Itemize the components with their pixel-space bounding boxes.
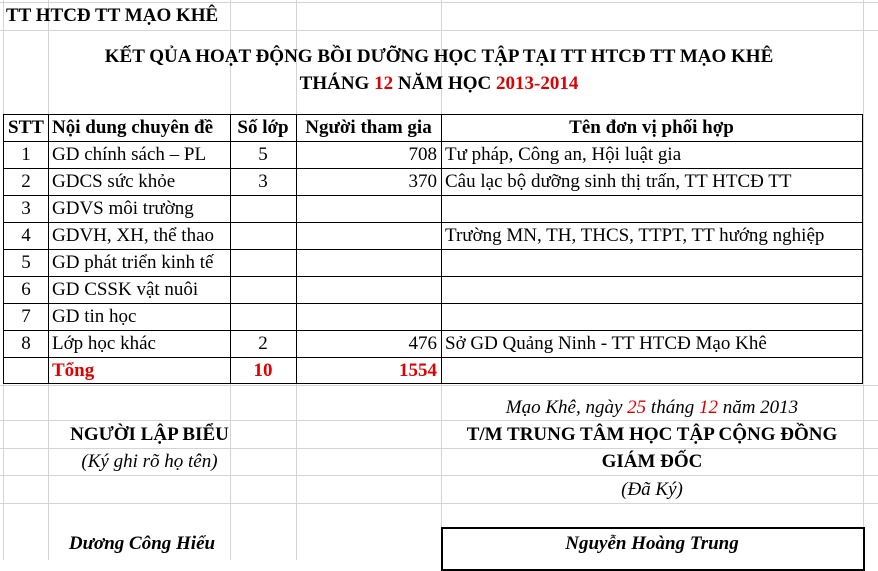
date-month: 12 <box>698 397 718 418</box>
row-content: GDVS môi trường <box>52 198 194 219</box>
date-month-word: tháng <box>650 397 695 418</box>
row-classes: 3 <box>258 171 268 192</box>
row-stt: 4 <box>21 225 31 246</box>
org-name: TT HTCĐ TT MẠO KHÊ <box>6 5 219 26</box>
row-stt: 1 <box>21 144 31 165</box>
date-place: Mạo Khê, ngày <box>505 397 623 418</box>
report-title: KẾT QỦA HOẠT ĐỘNG BỒI DƯỠNG HỌC TẬP TẠI TT HTCĐ TT MẠO KHÊ <box>104 46 774 67</box>
row-content: GDVH, XH, thể thao <box>52 225 215 246</box>
col-header-classes: Số lớp <box>237 117 289 138</box>
row-participants: 370 <box>408 171 437 192</box>
preparer-name: Dương Công Hiểu <box>68 533 216 554</box>
preparer-note: (Ký ghi rõ họ tên) <box>81 451 218 472</box>
grid-row-line <box>0 30 878 31</box>
subtitle-year: 2013-2014 <box>496 73 579 94</box>
col-header-participants: Người tham gia <box>305 117 432 138</box>
signed-note: (Đã Ký) <box>621 479 683 500</box>
date-line <box>441 394 863 421</box>
col-header-stt: STT <box>8 117 44 138</box>
row-partners: Trường MN, TH, THCS, TTPT, TT hướng nghiệp <box>445 225 825 246</box>
report-subtitle <box>0 70 878 97</box>
subtitle-month: 12 <box>374 73 394 94</box>
preparer-title: NGƯỜI LẬP BIỂU <box>70 424 229 445</box>
row-participants: 476 <box>408 333 437 354</box>
row-content: GD tin học <box>52 306 137 327</box>
row-stt: 3 <box>21 198 31 219</box>
col-header-partners: Tên đơn vị phối hợp <box>569 117 734 138</box>
col-header-content: Nội dung chuyên đề <box>52 117 214 138</box>
table-border <box>862 114 863 384</box>
date-year: năm 2013 <box>722 397 799 418</box>
row-content: GD phát triển kinh tế <box>52 252 214 273</box>
total-label: Tổng <box>52 360 95 381</box>
row-stt: 2 <box>21 171 31 192</box>
total-classes: 10 <box>253 360 273 381</box>
row-classes: 2 <box>258 333 268 354</box>
grid-row-line <box>0 503 878 504</box>
row-stt: 8 <box>21 333 31 354</box>
grid-row-line <box>0 385 878 386</box>
subtitle-month-label: THÁNG <box>299 73 370 94</box>
row-participants: 708 <box>408 144 437 165</box>
director-name: Nguyễn Hoàng Trung <box>565 533 739 554</box>
row-stt: 7 <box>21 306 31 327</box>
row-partners: Câu lạc bộ dưỡng sinh thị trấn, TT HTCĐ TT <box>445 171 792 192</box>
row-content: GDCS sức khỏe <box>52 171 176 192</box>
row-stt: 6 <box>21 279 31 300</box>
row-content: GD CSSK vật nuôi <box>52 279 199 300</box>
date-day: 25 <box>627 397 647 418</box>
subtitle-year-label: NĂM HỌC <box>397 73 492 94</box>
row-content: GD chính sách – PL <box>52 144 207 165</box>
row-classes: 5 <box>258 144 268 165</box>
total-participants: 1554 <box>399 360 437 381</box>
row-content: Lớp học khác <box>52 333 156 354</box>
row-partners: Tư pháp, Công an, Hội luật gia <box>445 144 682 165</box>
center-title: T/M TRUNG TÂM HỌC TẬP CỘNG ĐỒNG <box>466 424 838 445</box>
row-stt: 5 <box>21 252 31 273</box>
table-border <box>441 114 442 384</box>
row-partners: Sở GD Quảng Ninh - TT HTCĐ Mạo Khê <box>445 333 767 354</box>
director-title: GIÁM ĐỐC <box>601 451 703 472</box>
